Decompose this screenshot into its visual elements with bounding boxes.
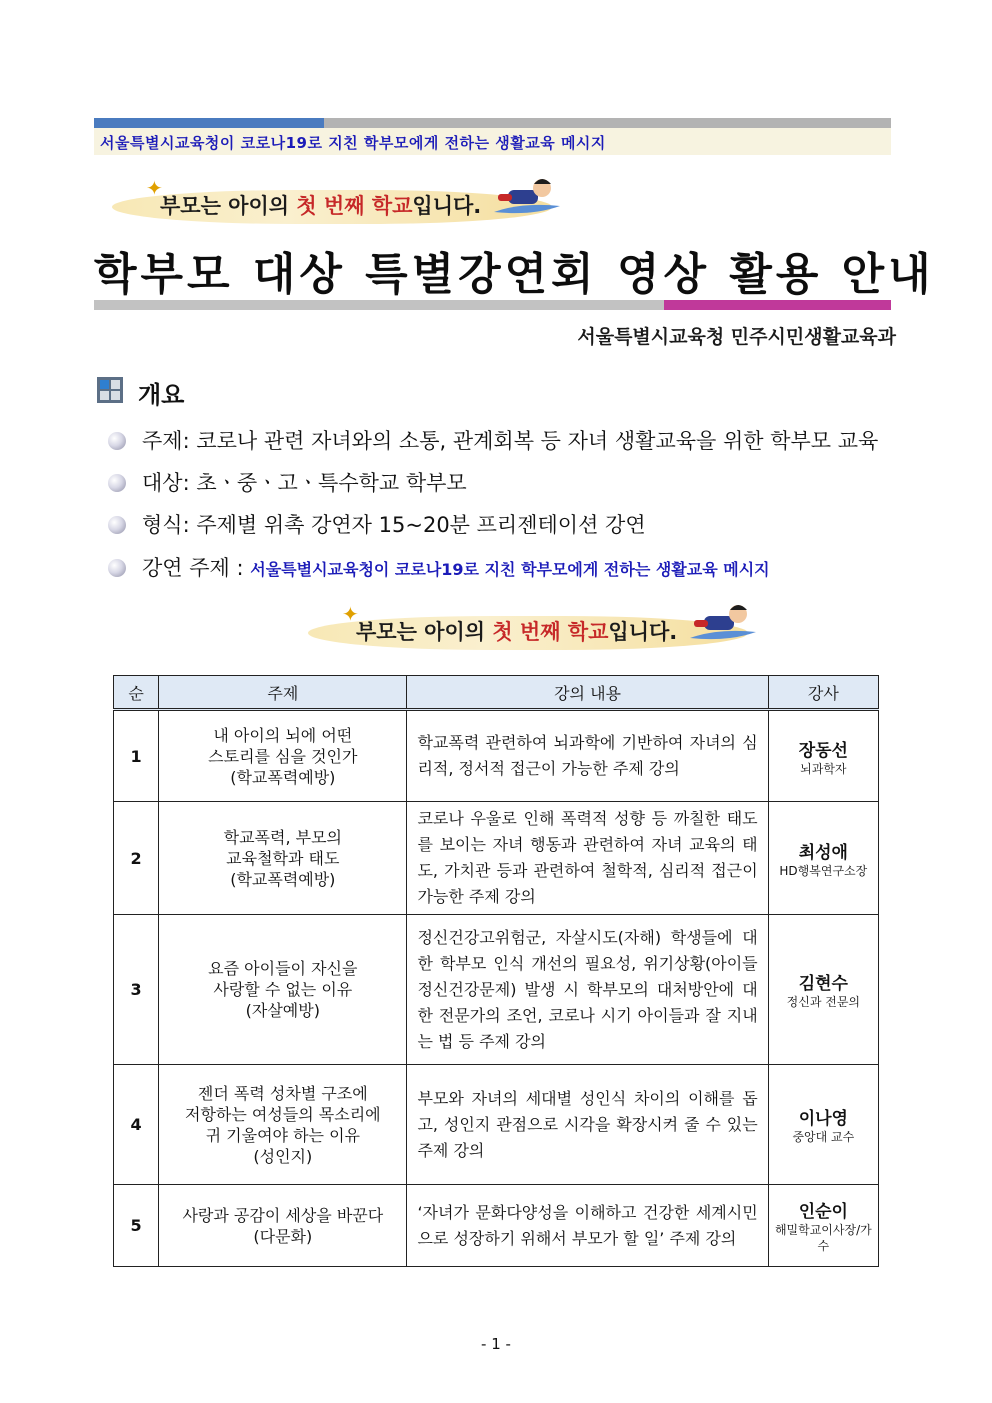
department-name: 서울특별시교육청 민주시민생활교육과 bbox=[577, 326, 896, 348]
row-content: 코로나 우울로 인해 폭력적 성향 등 까칠한 태도를 보이는 자녀 행동과 관련하여 자녀 교육의 태도, 가치관 등과 관련하여 철학적, 심리적 접근이 가능한 주제 강의 bbox=[407, 802, 768, 915]
topic-line: 사랑할 수 없는 이유 bbox=[213, 980, 353, 999]
topic-line: 젠더 폭력 성차별 구조에 bbox=[197, 1083, 368, 1103]
lecturer-name: 김현수 bbox=[798, 974, 848, 994]
lecturer-name: 최성애 bbox=[798, 842, 848, 863]
lecturer-title: 뇌과학자 bbox=[800, 761, 847, 776]
table-row bbox=[114, 802, 879, 915]
row-content: 학교폭력 관련하여 뇌과학에 기반하여 자녀의 심리적, 정서적 접근이 가능한 주제 강의 bbox=[407, 710, 768, 802]
lecturer-title: 해밀학교이사장/가수 bbox=[774, 1223, 872, 1253]
overview-item bbox=[108, 425, 878, 455]
header-bar-gray bbox=[324, 118, 891, 128]
row-content: 정신건강고위험군, 자살시도(자해) 학생들에 대한 학부모 인식 개선의 필요성, 위기상황(아이들 정신건강문제) 발생 시 학부모의 대처방안에 대한 전문가의 조언, 코로나 시기 아이들과 잘 지내는 법 등 주제 강의 bbox=[407, 915, 768, 1065]
bullet-icon bbox=[108, 559, 126, 577]
lecturer-title: 중앙대 교수 bbox=[792, 1130, 855, 1144]
row-topic bbox=[159, 802, 407, 915]
header-cell-lecturer: 강사 bbox=[768, 676, 878, 710]
row-number: 4 bbox=[114, 1065, 159, 1185]
topic-line: 내 아이의 뇌에 어떤 bbox=[213, 725, 353, 745]
topic-line: 사랑과 공감이 세상을 바꾼다 bbox=[182, 1205, 384, 1225]
lecturer-name: 장동선 bbox=[798, 740, 848, 761]
lecture-topic-label: 강연 주제 : bbox=[142, 556, 251, 580]
lecturer-name: 이나영 bbox=[798, 1109, 848, 1129]
table-row bbox=[114, 915, 879, 1065]
slogan-banner bbox=[308, 598, 768, 658]
sparkle-icon: ✦ bbox=[146, 176, 163, 200]
table-row bbox=[114, 1185, 879, 1267]
table-row bbox=[114, 1065, 879, 1185]
topic-line: 귀 기울여야 하는 이유 bbox=[205, 1125, 360, 1145]
table-row bbox=[114, 710, 879, 802]
title-underline-gray bbox=[94, 300, 664, 310]
row-topic bbox=[159, 1185, 407, 1267]
page-title: 학부모 대상 특별강연회 영상 활용 안내 bbox=[94, 249, 935, 300]
overview-item-text: 대상: 초ㆍ중ㆍ고ㆍ특수학교 학부모 bbox=[142, 471, 467, 495]
lecturer-name: 인순이 bbox=[798, 1202, 848, 1222]
page-number: - 1 - bbox=[481, 1335, 511, 1353]
lecture-table bbox=[113, 675, 879, 1267]
row-number: 3 bbox=[114, 915, 159, 1065]
topic-line: (학교폭력예방) bbox=[230, 869, 336, 889]
sparkle-icon: ✦ bbox=[342, 602, 359, 626]
overview-item-text: 주제: 코로나 관련 자녀와의 소통, 관계회복 등 자녀 생활교육을 위한 학부모 교육 bbox=[142, 429, 879, 453]
lecturer-title: 정신과 전문의 bbox=[786, 995, 861, 1009]
title-underline-magenta bbox=[664, 300, 891, 310]
lecturer-title: HD행복연구소장 bbox=[779, 863, 868, 878]
row-topic bbox=[159, 710, 407, 802]
topic-line: (성인지) bbox=[253, 1146, 313, 1166]
row-number: 2 bbox=[114, 802, 159, 915]
header-cell-topic: 주제 bbox=[159, 676, 407, 710]
overview-item-text: 형식: 주제별 위촉 강연자 15~20분 프리젠테이션 강연 bbox=[142, 513, 646, 537]
campaign-text: 서울특별시교육청이 코로나19로 지친 학부모에게 전하는 생활교육 메시지 bbox=[100, 134, 606, 152]
row-lecturer bbox=[768, 1185, 878, 1267]
bullet-icon bbox=[108, 432, 126, 450]
bullet-icon bbox=[108, 516, 126, 534]
row-lecturer bbox=[768, 1065, 878, 1185]
row-content: ‘자녀가 문화다양성을 이해하고 건강한 세계시민으로 성장하기 위해서 부모가 할 일’ 주제 강의 bbox=[407, 1185, 768, 1267]
row-lecturer bbox=[768, 802, 878, 915]
row-topic bbox=[159, 915, 407, 1065]
row-number: 1 bbox=[114, 710, 159, 802]
bullet-icon bbox=[108, 474, 126, 492]
overview-heading: 개요 bbox=[138, 381, 185, 409]
slogan-banner bbox=[112, 172, 572, 232]
header-bar-blue bbox=[94, 118, 324, 128]
topic-line: 교육철학과 태도 bbox=[226, 848, 340, 868]
row-number: 5 bbox=[114, 1185, 159, 1267]
flying-child-icon bbox=[688, 598, 758, 646]
header-cell-num: 순 bbox=[114, 676, 159, 710]
slogan-text: 부모는 아이의 첫 번째 학교입니다. bbox=[160, 194, 482, 218]
row-topic bbox=[159, 1065, 407, 1185]
row-lecturer bbox=[768, 710, 878, 802]
topic-line: (자살예방) bbox=[245, 1001, 320, 1020]
flying-child-icon bbox=[492, 172, 562, 220]
table-header-row bbox=[114, 676, 879, 710]
overview-item bbox=[108, 509, 646, 539]
grid-square-icon bbox=[97, 377, 123, 403]
topic-line: 스토리를 심을 것인가 bbox=[208, 746, 358, 766]
topic-line: (다문화) bbox=[253, 1226, 313, 1246]
topic-line: (학교폭력예방) bbox=[230, 767, 336, 787]
overview-item bbox=[108, 552, 770, 582]
lecture-topic-value: 서울특별시교육청이 코로나19로 지친 학부모에게 전하는 생활교육 메시지 bbox=[250, 560, 770, 579]
row-lecturer bbox=[768, 915, 878, 1065]
header-cell-content: 강의 내용 bbox=[407, 676, 768, 710]
topic-line: 학교폭력, 부모의 bbox=[223, 827, 342, 847]
row-content: 부모와 자녀의 세대별 성인식 차이의 이해를 돕고, 성인지 관점으로 시각을 확장시켜 줄 수 있는 주제 강의 bbox=[407, 1065, 768, 1185]
topic-line: 저항하는 여성들의 목소리에 bbox=[184, 1104, 381, 1124]
overview-item bbox=[108, 467, 467, 497]
topic-line: 요즘 아이들이 자신을 bbox=[208, 959, 358, 978]
slogan-text: 부모는 아이의 첫 번째 학교입니다. bbox=[356, 620, 678, 644]
